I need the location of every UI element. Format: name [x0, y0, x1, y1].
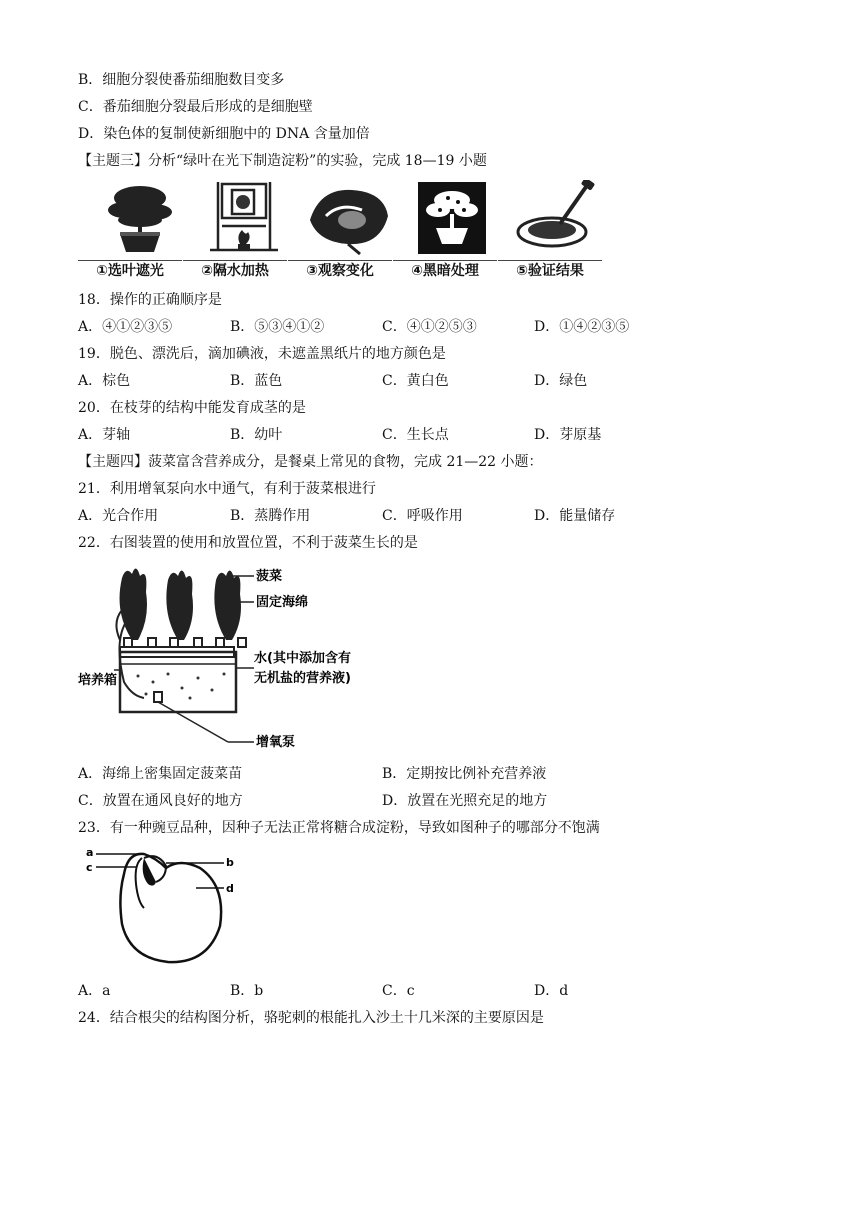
theme3-heading: 【主题三】分析“绿叶在光下制造淀粉”的实验，完成 18—19 小题	[78, 153, 487, 169]
seed-label-b: b	[226, 856, 234, 869]
question-24: 24．结合根尖的结构图分析，骆驼刺的根能扎入沙土十几米深的主要原因是	[78, 1010, 544, 1026]
q22-option-a: A．海绵上密集固定菠菜苗	[78, 766, 243, 782]
step-5-label: ⑤验证结果	[498, 260, 602, 281]
q21-option-b: B．蒸腾作用	[230, 508, 311, 524]
q21-option-d: D．能量储存	[534, 508, 616, 524]
q20-option-d: D．芽原基	[534, 427, 602, 443]
q21-option-c: C．呼吸作用	[382, 508, 463, 524]
seed-label-a: a	[86, 846, 94, 859]
q19-option-d: D．绿色	[534, 373, 588, 389]
q17-option-c: C．番茄细胞分裂最后形成的是细胞壁	[78, 99, 313, 115]
step-4-label: ④黑暗处理	[393, 260, 497, 281]
label-water-line1: 水(其中添加含有	[254, 651, 351, 666]
question-18: 18．操作的正确顺序是	[78, 292, 222, 308]
hydroponics-figure	[78, 562, 378, 754]
iodine-test-dish-icon	[508, 180, 604, 256]
question-19: 19．脱色、漂洗后，滴加碘液，未遮盖黑纸片的地方颜色是	[78, 346, 446, 362]
q21-option-a: A．光合作用	[78, 508, 159, 524]
label-spinach: 菠菜	[256, 569, 283, 584]
q18-option-c: C．④①②⑤③	[382, 319, 477, 335]
dark-box-plant-icon	[404, 180, 500, 256]
question-22: 22．右图装置的使用和放置位置，不利于菠菜生长的是	[78, 535, 418, 551]
q22-option-b: B．定期按比例补充营养液	[382, 766, 547, 782]
potted-plant-icon	[92, 180, 188, 256]
q19-option-c: C．黄白色	[382, 373, 449, 389]
label-box: 培养箱	[78, 673, 118, 688]
q22-option-c: C．放置在通风良好的地方	[78, 793, 243, 809]
q17-option-b: B．细胞分裂使番茄细胞数目变多	[78, 72, 285, 88]
q17-option-d: D．染色体的复制使新细胞中的 DNA 含量加倍	[78, 126, 370, 142]
theme4-heading: 【主题四】菠菜富含营养成分，是餐桌上常见的食物，完成 21—22 小题：	[78, 454, 543, 470]
label-pump: 增氧泵	[256, 735, 296, 750]
q18-option-b: B．⑤③④①②	[230, 319, 325, 335]
step-2-label: ②隔水加热	[183, 260, 287, 281]
q19-option-a: A．棕色	[78, 373, 131, 389]
question-23: 23．有一种豌豆品种，因种子无法正常将糖合成淀粉，导致如图种子的哪部分不饱满	[78, 820, 600, 836]
seed-label-d: d	[226, 882, 234, 895]
pea-seed-figure	[84, 844, 254, 968]
q20-option-c: C．生长点	[382, 427, 449, 443]
question-20: 20．在枝芽的结构中能发育成茎的是	[78, 400, 306, 416]
q22-option-d: D．放置在光照充足的地方	[382, 793, 548, 809]
q20-option-a: A．芽轴	[78, 427, 131, 443]
seed-label-c: c	[86, 861, 93, 874]
step-1-label: ①选叶遮光	[78, 260, 182, 281]
question-21: 21．利用增氧泵向水中通气，有利于菠菜根进行	[78, 481, 376, 497]
step-3-label: ③观察变化	[288, 260, 392, 281]
experiment-steps-figure	[78, 180, 608, 280]
q18-option-a: A．④①②③⑤	[78, 319, 173, 335]
q20-option-b: B．幼叶	[230, 427, 283, 443]
q23-option-a: A．a	[78, 983, 111, 999]
water-bath-heating-icon	[196, 180, 292, 256]
q19-option-b: B．蓝色	[230, 373, 283, 389]
leaf-observation-icon	[300, 180, 396, 256]
q23-option-d: D．d	[534, 983, 569, 999]
q18-option-d: D．①④②③⑤	[534, 319, 630, 335]
q23-option-b: B．b	[230, 983, 264, 999]
q23-option-c: C．c	[382, 983, 415, 999]
label-sponge: 固定海绵	[256, 595, 309, 610]
label-water-line2: 无机盐的营养液)	[254, 671, 351, 686]
